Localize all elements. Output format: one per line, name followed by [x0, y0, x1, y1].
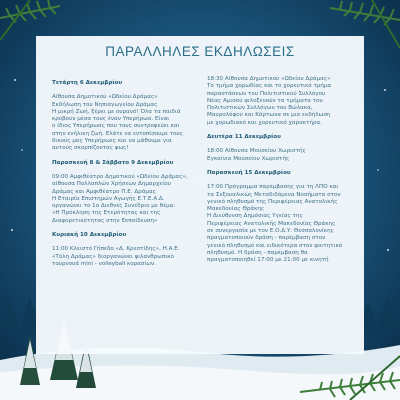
- event-text-line: Νέας Αμισού φιλοξενούν τα τμήματα του: [207, 97, 323, 104]
- event-text-line: τουρνουά mini - volleyball κορασίων.: [52, 260, 156, 267]
- event-text-line: τα Σεξουαλικώς Μεταδιδόμενα Νοσήματα στον: [207, 191, 341, 198]
- event-text-line: Διαφορετικότητας στην Εκπαίδευση»: [52, 217, 158, 224]
- event-text-line: πληθυσμό. Η δράση - παρέμβαση θα: [207, 249, 308, 256]
- event-date-heading: Δευτέρα 11 Δεκεμβρίου: [207, 134, 281, 141]
- spacer: [52, 167, 197, 174]
- events-card: [36, 36, 364, 354]
- event-text-line: στην ενήλικη ζωή. Ελάτε να εντοπίσουμε τους: [52, 130, 184, 137]
- event-text-line: κρύβουν μέσα τους έναν Υπερήρωα. Είναι: [52, 116, 170, 123]
- event-date-heading: Παρασκευή 8 & Σάββατο 9 Δεκεμβρίου: [52, 159, 174, 166]
- event-text-line: «Η Πρόκληση της Ετερότητας και της: [52, 210, 161, 217]
- event-text-line: Εγκαίνια Μουσείου Χωριστής: [207, 155, 290, 162]
- event-text-line: ο ίδιος Υπερήρωας που τους συντροφεύει και: [52, 123, 180, 130]
- event-text-line: Η Εταιρία Επιστημών Αγωγής Ε.Τ.Ε.Α.Δ.: [52, 195, 165, 202]
- event-text-line: με χορωδιακό και χορευτικό χαρακτήρα.: [207, 119, 323, 126]
- left-events-column: [52, 80, 197, 268]
- event-text-line: πραγματοποιούν δράση - παρέμβαση στον: [207, 235, 326, 242]
- event-date-heading: Τετάρτη 6 Δεκεμβρίου: [52, 80, 123, 86]
- event-text-line: Δράμας και Αμφιθέατρο Π.Ε. Δράμας: [52, 188, 156, 195]
- event-text-line: Η Διεύθυνση Δημόσιας Υγείας της: [207, 213, 303, 220]
- event-text-line: 09:00 Αμφιθέατρο Δημοτικού «Ωδείου Δράμας»,: [52, 173, 188, 180]
- event-text-line: 18:00 Αίθουσα Μουσείου Χωριστής: [207, 148, 306, 155]
- event-date-heading: Κυριακή 10 Δεκεμβρίου: [52, 232, 127, 239]
- event-text-line: «Τόλη Δράμας» διοργανώνει φιλανθρωπικό: [52, 253, 174, 260]
- event-text-line: αίθουσα Πολλαπλών Χρήσεων Δημαρχείου: [52, 181, 171, 188]
- event-text-line: οργανώνει το 1ο Διεθνές Συνέδριο με θέμα:: [52, 203, 176, 210]
- spacer: [207, 163, 352, 170]
- spacer: [52, 153, 197, 160]
- event-text-line: Η μικρή Ζωή, ξέρει με ουρανό! Όλα τα παιδιά: [52, 108, 181, 115]
- event-text-line: πραγματοποιηθεί 17:00 με 21:00 με κινητή: [207, 257, 329, 264]
- event-text-line: γενικό πληθυσμό της Περιφέρειας Ανατολικής: [207, 198, 338, 205]
- event-text-line: Μαυρολόφου και Κάρτωνα σε μια εκδήλωση: [207, 112, 331, 119]
- page-title: ΠΑΡΑΛΛΗΛΕΣ ΕΚΔΗΛΩΣΕΙΣ: [105, 44, 295, 59]
- event-text-line: 18:30 Αίθουσα Δημοτικού «Ωδείου Δράμας»: [207, 76, 331, 82]
- event-text-line: Εκδήλωση του Νηπιαγωγείου Δράμας: [52, 101, 158, 108]
- event-text-line: Το τμήμα χορωδίας και το χορευτικό τμήμα: [207, 83, 332, 90]
- event-text-line: γενικό πληθυσμό και ειδικότερα στον φοιτητικό: [207, 242, 343, 249]
- event-text-line: παραστάσεων του Πολιτιστικού Συλλόγου: [207, 90, 326, 97]
- event-text-line: 17:00 Πρόγραμμα παρέμβασης για τη ΛΠΟ και: [207, 184, 339, 191]
- event-text-line: Αίθουσα Δημοτικού «Ωδείου Δράμας»: [52, 94, 158, 101]
- right-events-column: [207, 76, 352, 265]
- event-text-line: αυτούς σκορπίζοντας φως!: [52, 145, 129, 152]
- event-date-heading: Παρασκευή 15 Δεκεμβρίου: [207, 169, 291, 176]
- event-text-line: δικούς μας Υπερήρωες και να μάθουμε για: [52, 138, 172, 145]
- event-text-line: Περιφέρειας Ανατολικής Μακεδονίας Θράκης: [207, 220, 336, 227]
- event-text-line: 11:00 Κλειστό Γήπεδο «Δ. Κρεστίδης», Η.Α.Ε.: [52, 246, 180, 253]
- event-text-line: Πολιτιστικών Συλλόγων του Βώλακα,: [207, 105, 313, 112]
- event-text-line: σε συνεργασία με τον Ε.Ο.Δ.Υ. Θεσσαλονίκης: [207, 228, 334, 235]
- event-text-line: Μακεδονίας Θράκης: [207, 206, 265, 213]
- spacer: [52, 225, 197, 232]
